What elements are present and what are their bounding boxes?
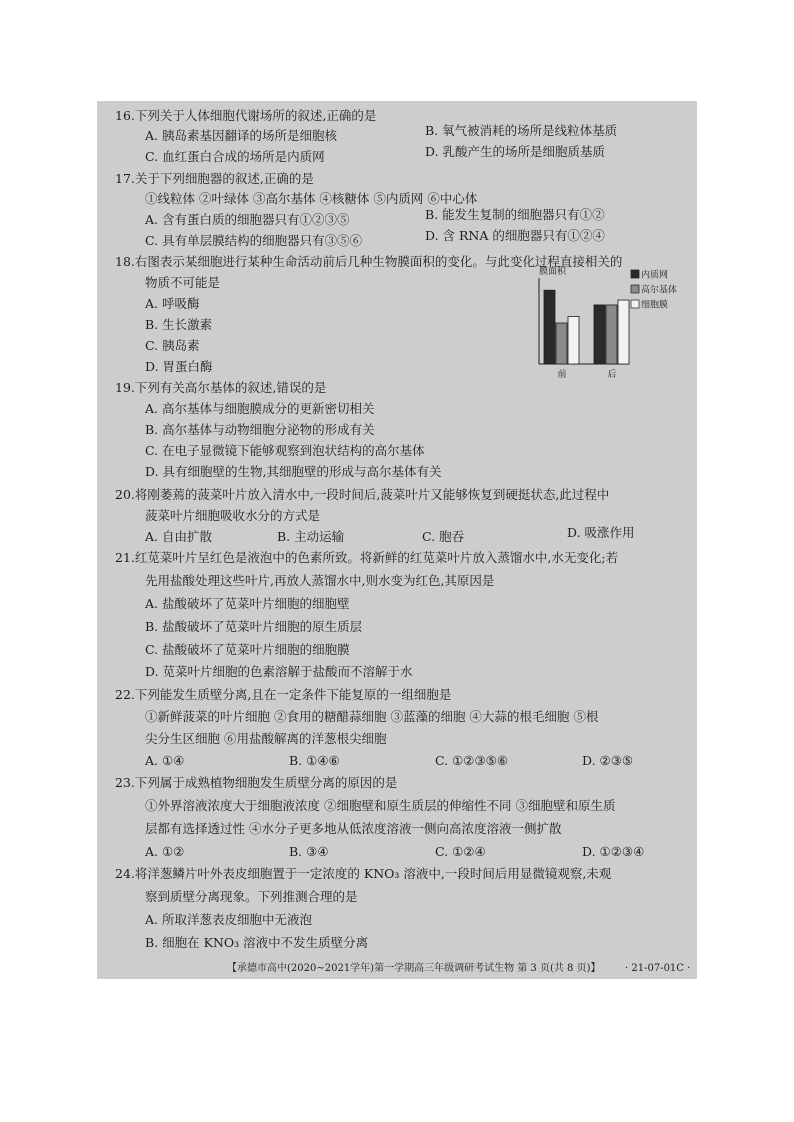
question-21-stem-line1: 21.红苋菜叶片呈红色是液泡中的色素所致。将新鲜的红苋菜叶片放入蒸馏水中,水无变化;若: [115, 550, 619, 565]
question-18-stem-line1: 18.右图表示某细胞进行某种生命活动前后几种生物膜面积的变化。与此变化过程直接相关的: [115, 254, 623, 269]
question-16-option-d: D. 乳酸产生的场所是细胞质基质: [425, 144, 606, 159]
bar-after-2: [618, 300, 629, 364]
question-24-option-b: B. 细胞在 KNO₃ 溶液中不发生质壁分离: [145, 935, 369, 950]
bar-before-2: [568, 316, 579, 364]
legend-label: 高尔基体: [641, 285, 678, 296]
question-20-option-c: C. 胞吞: [422, 529, 465, 544]
question-23-option-b: B. ③④: [289, 844, 329, 859]
question-23-option-d: D. ①②③④: [582, 844, 645, 859]
question-20-stem-line1: 20.将刚萎蔫的菠菜叶片放入清水中,一段时间后,菠菜叶片又能够恢复到硬挺状态,此过程中: [115, 487, 610, 502]
question-19-option-d: D. 具有细胞壁的生物,其细胞壁的形成与高尔基体有关: [145, 464, 442, 479]
question-16-option-a: A. 胰岛素基因翻译的场所是细胞核: [145, 128, 337, 143]
question-22-option-c: C. ①②③⑤⑥: [435, 753, 509, 768]
question-20-option-d: D. 吸涨作用: [567, 525, 635, 540]
chart-y-axis-label: 膜面积: [539, 267, 567, 277]
paper-code: · 21-07-01C ·: [625, 963, 691, 974]
question-22-stem: 22.下列能发生质壁分离,且在一定条件下能复原的一组细胞是: [115, 687, 452, 702]
question-20-option-b: B. 主动运输: [277, 529, 345, 544]
bar-before-1: [556, 323, 567, 364]
question-22-option-b: B. ①④⑥: [289, 753, 340, 768]
question-24-stem-line1: 24.将洋葱鳞片叶外表皮细胞置于一定浓度的 KNO₃ 溶液中,一段时间后用显微镜观察,未观: [115, 866, 612, 881]
question-22-items-line2: 尖分生区细胞 ⑥用盐酸解离的洋葱根尖细胞: [145, 731, 387, 746]
question-16-option-c: C. 血红蛋白合成的场所是内质网: [145, 149, 325, 164]
question-18-option-d: D. 胃蛋白酶: [145, 359, 213, 374]
question-17-option-b: B. 能发生复制的细胞器只有①②: [425, 207, 605, 222]
membrane-area-bar-chart: [517, 264, 678, 382]
question-18-option-a: A. 呼吸酶: [145, 296, 200, 311]
question-23-items-line2: 层都有选择透过性 ④水分子更多地从低浓度溶液一侧向高浓度溶液一侧扩散: [145, 821, 562, 836]
question-20-option-a: A. 自由扩散: [145, 529, 212, 544]
question-19-option-b: B. 高尔基体与动物细胞分泌物的形成有关: [145, 422, 375, 437]
question-18-stem-line2: 物质不可能是: [145, 275, 221, 290]
question-23-option-c: C. ①②④: [435, 844, 486, 859]
question-18-option-b: B. 生长激素: [145, 317, 213, 332]
legend-swatch: [631, 300, 639, 308]
question-17-option-d: D. 含 RNA 的细胞器只有①②④: [425, 228, 605, 243]
question-19-stem: 19.下列有关高尔基体的叙述,错误的是: [115, 380, 327, 395]
question-23-stem: 23.下列属于成熟植物细胞发生质壁分离的原因的是: [115, 775, 398, 790]
exam-page: [97, 101, 697, 979]
page-footer: 【承德市高中(2020~2021学年)第一学期高三年级调研考试生物 第 3 页(共 8 页)】: [227, 963, 601, 974]
question-22-items-line1: ①新鲜菠菜的叶片细胞 ②食用的糖醋蒜细胞 ③蓝藻的细胞 ④大蒜的根毛细胞 ⑤根: [145, 709, 599, 724]
question-20-stem-line2: 菠菜叶片细胞吸收水分的方式是: [145, 508, 321, 523]
question-21-option-d: D. 苋菜叶片细胞的色素溶解于盐酸而不溶解于水: [145, 664, 413, 679]
x-tick-label: 后: [607, 370, 617, 380]
question-16-option-b: B. 氧气被消耗的场所是线粒体基质: [425, 123, 618, 138]
question-23-option-a: A. ①②: [145, 844, 185, 859]
question-22-option-a: A. ①④: [145, 753, 185, 768]
question-21-option-c: C. 盐酸破坏了苋菜叶片细胞的细胞膜: [145, 642, 350, 657]
question-22-option-d: D. ②③⑤: [582, 753, 634, 768]
bar-before-0: [544, 290, 555, 364]
question-24-stem-line2: 察到质壁分离现象。下列推测合理的是: [145, 889, 358, 904]
question-17-stem: 17.关于下列细胞器的叙述,正确的是: [115, 171, 314, 186]
x-tick-label: 前: [557, 370, 567, 380]
question-21-option-b: B. 盐酸破坏了苋菜叶片细胞的原生质层: [145, 619, 363, 634]
question-19-option-c: C. 在电子显微镜下能够观察到泡状结构的高尔基体: [145, 443, 425, 458]
legend-swatch: [631, 270, 639, 278]
question-16-stem: 16.下列关于人体细胞代谢场所的叙述,正确的是: [115, 108, 377, 123]
question-18-option-c: C. 胰岛素: [145, 338, 200, 353]
legend-label: 细胞膜: [641, 300, 669, 311]
question-19-option-a: A. 高尔基体与细胞膜成分的更新密切相关: [145, 401, 375, 416]
question-17-option-a: A. 含有蛋白质的细胞器只有①②③⑤: [145, 212, 350, 227]
question-17-items: ①线粒体 ②叶绿体 ③高尔基体 ④核糖体 ⑤内质网 ⑥中心体: [145, 191, 478, 206]
bar-after-1: [606, 305, 617, 364]
question-21-stem-line2: 先用盐酸处理这些叶片,再放人蒸馏水中,则水变为红色,其原因是: [145, 573, 495, 588]
bar-after-0: [594, 305, 605, 364]
question-24-option-a: A. 所取洋葱表皮细胞中无液泡: [145, 912, 312, 927]
question-17-option-c: C. 具有单层膜结构的细胞器只有③⑤⑥: [145, 233, 363, 248]
question-23-items-line1: ①外界溶液浓度大于细胞液浓度 ②细胞壁和原生质层的伸缩性不同 ③细胞壁和原生质: [145, 798, 616, 813]
legend-label: 内质网: [641, 270, 669, 281]
question-21-option-a: A. 盐酸破坏了苋菜叶片细胞的细胞壁: [145, 596, 350, 611]
legend-swatch: [631, 285, 639, 293]
